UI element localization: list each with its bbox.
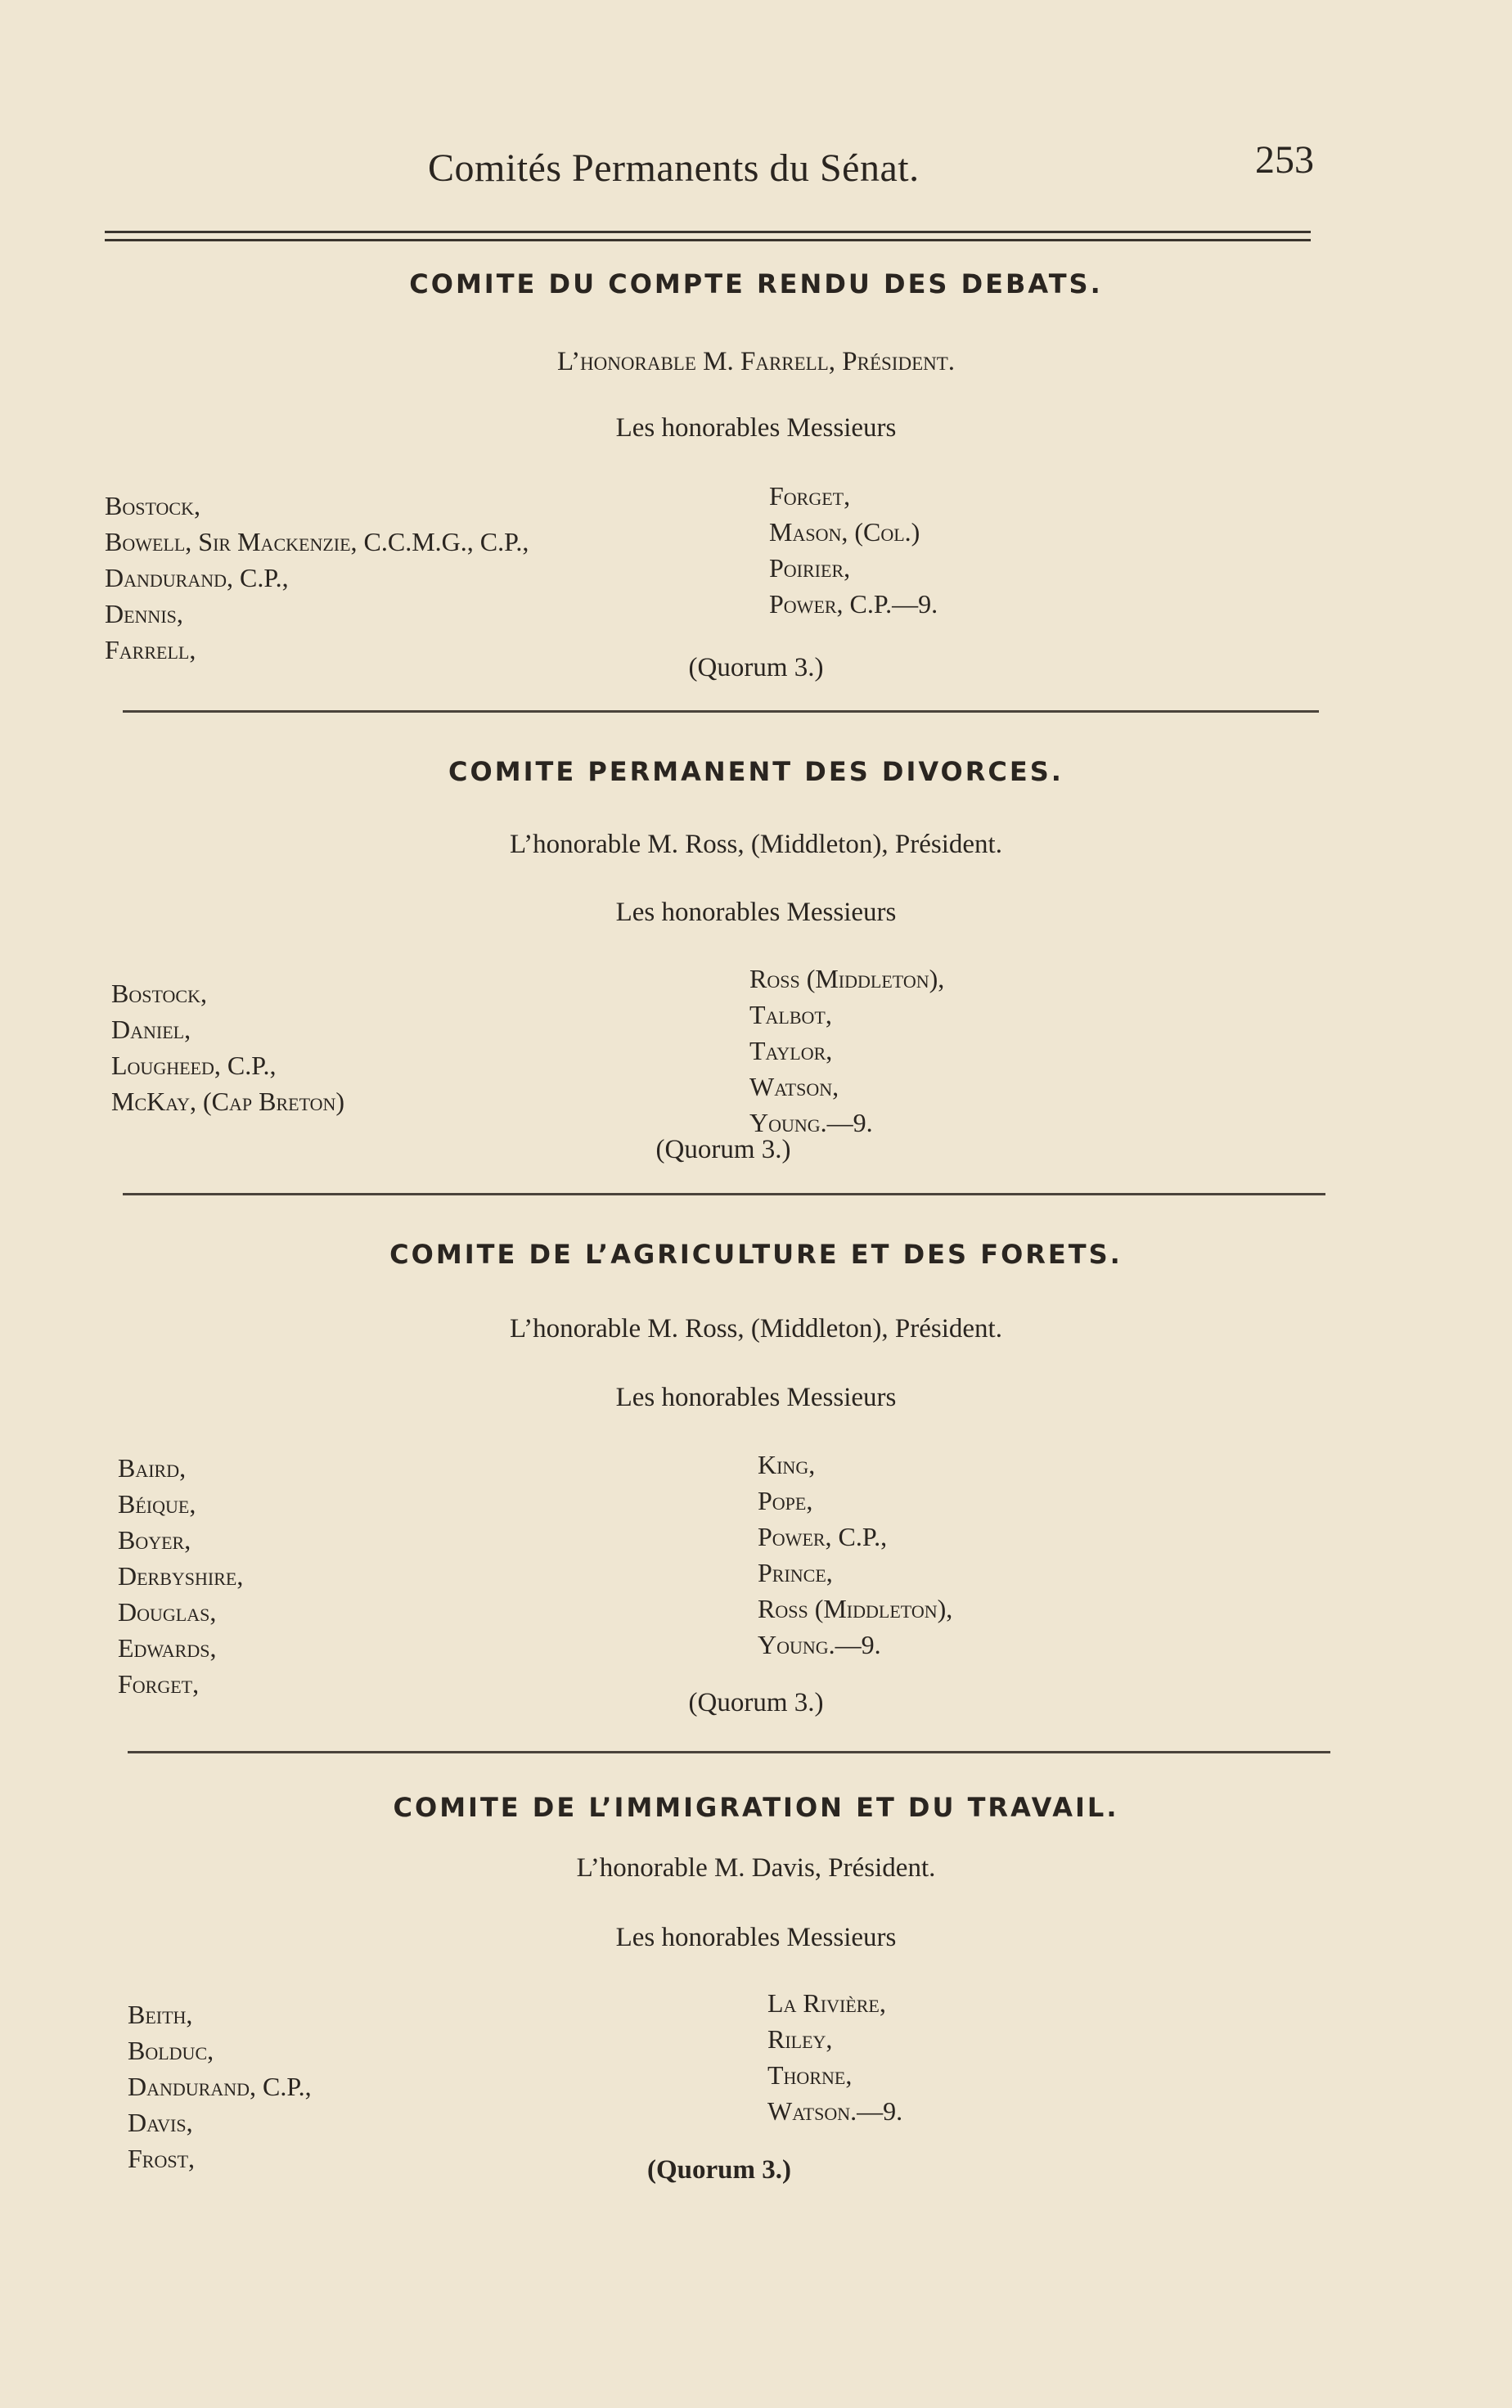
- member-name: Bostock,: [111, 979, 207, 1008]
- members-left-column: [111, 975, 344, 1119]
- member-name: Douglas,: [118, 1597, 217, 1627]
- member-name: Ross (Middleton),: [758, 1594, 953, 1623]
- member-name: Dennis,: [105, 599, 183, 628]
- member-name: Pope,: [758, 1486, 813, 1515]
- section-title: COMITE DU COMPTE RENDU DES DEBATS.: [409, 268, 1103, 299]
- member-name: Beith,: [128, 2000, 193, 2029]
- members-right-column: [769, 478, 938, 622]
- section-members-heading: Les honorables Messieurs: [615, 413, 897, 443]
- member-name: Young.—9.: [758, 1630, 881, 1659]
- section-divider: [123, 710, 1319, 713]
- members-right-column: [749, 961, 944, 1141]
- section-quorum: (Quorum 3.): [688, 653, 824, 682]
- member-name: La Rivière,: [767, 1988, 886, 2018]
- member-name: McKay, (Cap Breton): [111, 1087, 345, 1116]
- member-name: Ross (Middleton),: [749, 964, 945, 993]
- section-president: L’honorable M. Ross, (Middleton), Président.: [510, 830, 1002, 859]
- page-number: 253: [1255, 138, 1314, 182]
- member-name: Baird,: [118, 1453, 187, 1483]
- member-name: Prince,: [758, 1558, 833, 1587]
- section-president: L’honorable M. Ross, (Middleton), Président.: [510, 1314, 1002, 1344]
- member-name: Davis,: [128, 2108, 193, 2137]
- members-left-column: [105, 488, 529, 668]
- member-name: Derbyshire,: [118, 1561, 244, 1591]
- member-name: Lougheed, C.P.,: [111, 1051, 277, 1080]
- section-president: L’honorable M. Farrell, Président.: [556, 347, 956, 376]
- member-name: Mason, (Col.): [769, 517, 920, 547]
- section-quorum: (Quorum 3.): [647, 2155, 791, 2185]
- member-name: Boyer,: [118, 1525, 191, 1555]
- section-quorum: (Quorum 3.): [688, 1688, 824, 1717]
- member-name: Bolduc,: [128, 2036, 214, 2065]
- members-left-column: [118, 1450, 243, 1702]
- header-rule-top: [105, 231, 1311, 233]
- header-rule-bottom: [105, 239, 1311, 241]
- member-name: Edwards,: [118, 1633, 217, 1663]
- member-name: Bostock,: [105, 491, 200, 520]
- members-left-column: [128, 1996, 312, 2176]
- section-divider: [128, 1751, 1330, 1753]
- member-name: Poirier,: [769, 553, 851, 583]
- section-quorum: (Quorum 3.): [655, 1135, 791, 1164]
- section-president: L’honorable M. Davis, Président.: [576, 1853, 936, 1883]
- members-right-column: [767, 1985, 902, 2129]
- member-name: Thorne,: [767, 2060, 853, 2090]
- section-members-heading: Les honorables Messieurs: [615, 898, 897, 927]
- member-name: Taylor,: [749, 1036, 833, 1065]
- section-members-heading: Les honorables Messieurs: [615, 1383, 897, 1412]
- running-head: Comités Permanents du Sénat.: [428, 146, 920, 190]
- member-name: Dandurand, C.P.,: [105, 563, 289, 592]
- member-name: Bowell, Sir Mackenzie, C.C.M.G., C.P.,: [105, 527, 529, 556]
- section-title: COMITE DE L’AGRICULTURE ET DES FORETS.: [389, 1239, 1123, 1270]
- member-name: Young.—9.: [749, 1108, 873, 1137]
- member-name: Frost,: [128, 2144, 196, 2173]
- member-name: Dandurand, C.P.,: [128, 2072, 312, 2101]
- member-name: Béique,: [118, 1489, 196, 1519]
- member-name: Daniel,: [111, 1015, 191, 1044]
- members-right-column: [758, 1447, 952, 1663]
- member-name: Farrell,: [105, 635, 196, 664]
- member-name: Riley,: [767, 2024, 833, 2054]
- member-name: Forget,: [118, 1669, 200, 1699]
- member-name: Forget,: [769, 481, 851, 511]
- section-divider: [123, 1193, 1325, 1195]
- member-name: Watson,: [749, 1072, 839, 1101]
- member-name: Power, C.P.—9.: [769, 589, 938, 619]
- member-name: Power, C.P.,: [758, 1522, 888, 1551]
- section-members-heading: Les honorables Messieurs: [615, 1923, 897, 1952]
- member-name: Watson.—9.: [767, 2096, 903, 2126]
- member-name: Talbot,: [749, 1000, 832, 1029]
- member-name: King,: [758, 1450, 816, 1479]
- section-title: COMITE PERMANENT DES DIVORCES.: [448, 756, 1064, 787]
- section-title: COMITE DE L’IMMIGRATION ET DU TRAVAIL.: [393, 1792, 1119, 1823]
